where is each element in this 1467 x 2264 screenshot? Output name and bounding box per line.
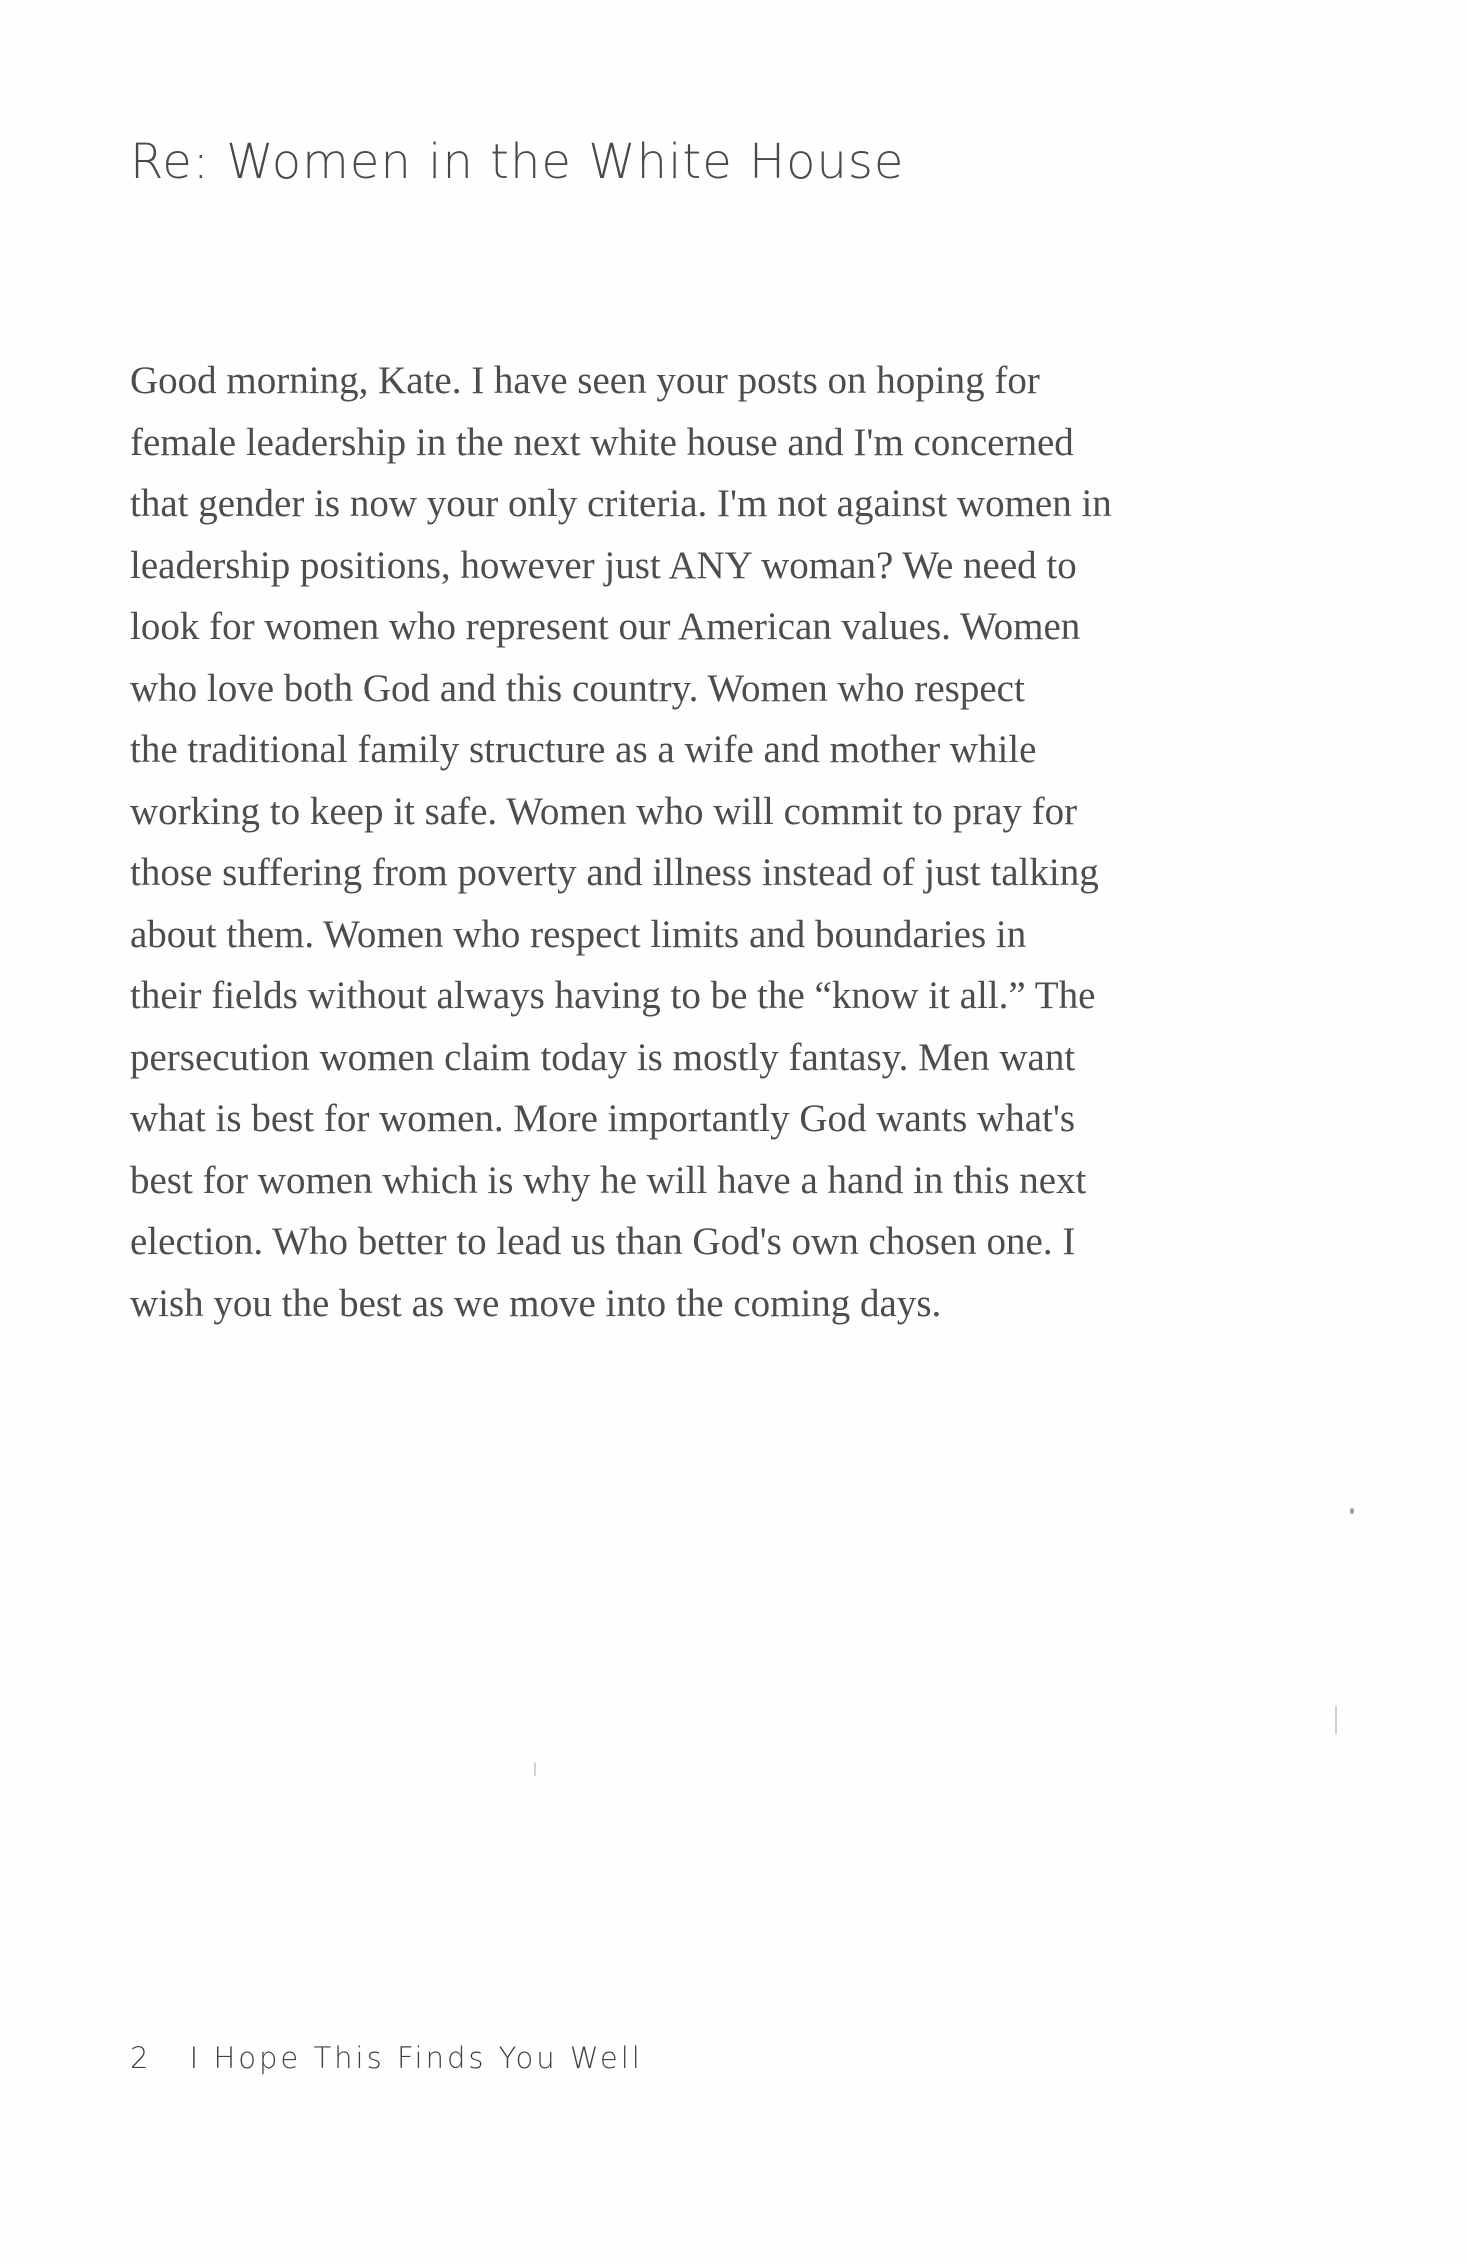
scan-speck [534,1762,536,1776]
body-line: working to keep it safe. Women who will commit to pray for [130,789,1078,833]
body-line: election. Who better to lead us than God's own chosen one. I [130,1220,1076,1263]
body-line: best for women which is why he will have a hand in this next [130,1158,1087,1202]
letter-body [130,350,1255,1334]
scan-speck [1335,1705,1337,1735]
page-number: 2 [130,2041,152,2075]
body-line: leadership positions, however just ANY woman? We need to [130,543,1077,587]
scan-speck [1350,1508,1354,1514]
body-line: persecution women claim today is mostly fantasy. Men want [130,1035,1076,1079]
page-title: Re: Women in the White House [130,134,905,190]
body-line: what is best for women. More importantly God wants what's [130,1097,1076,1140]
body-line: wish you the best as we move into the coming days. [130,1281,942,1325]
body-line: those suffering from poverty and illness instead of just talking [130,851,1099,894]
running-footer-title: I Hope This Finds You Well [189,2041,643,2075]
body-line: their fields without always having to be the “know it all.” The [130,974,1096,1017]
body-line: female leadership in the next white house and I'm concerned [130,420,1074,464]
page-footer [130,2041,643,2075]
body-line: Good morning, Kate. I have seen your posts on hoping for [130,359,1040,402]
body-line: that gender is now your only criteria. I'm not against women in [130,482,1112,525]
body-line: about them. Women who respect limits and boundaries in [130,912,1027,956]
body-line: the traditional family structure as a wife and mother while [130,728,1037,771]
body-line: look for women who represent our American values. Women [130,605,1081,648]
body-line: who love both God and this country. Women who respect [130,666,1025,710]
